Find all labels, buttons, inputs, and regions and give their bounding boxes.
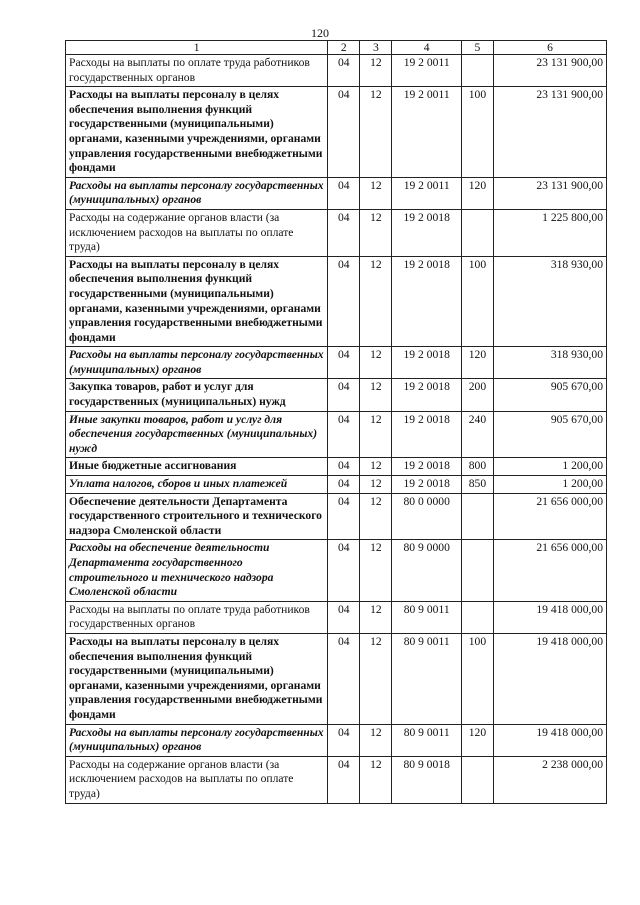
row-expense-type: 120 — [461, 177, 493, 209]
table-row — [66, 87, 607, 178]
row-section-code: 04 — [328, 540, 360, 601]
row-subsection-code: 12 — [360, 458, 392, 476]
row-target-article: 80 0 0000 — [392, 493, 461, 540]
row-expense-type: 120 — [461, 724, 493, 756]
row-section-code: 04 — [328, 379, 360, 411]
row-target-article: 19 2 0011 — [392, 177, 461, 209]
row-subsection-code: 12 — [360, 347, 392, 379]
row-target-article: 80 9 0000 — [392, 540, 461, 601]
row-subsection-code: 12 — [360, 493, 392, 540]
table-row — [66, 724, 607, 756]
row-section-code: 04 — [328, 55, 360, 87]
row-subsection-code: 12 — [360, 540, 392, 601]
row-amount: 23 131 900,00 — [494, 55, 607, 87]
table-row — [66, 209, 607, 256]
row-section-code: 04 — [328, 601, 360, 633]
table-row — [66, 458, 607, 476]
row-section-code: 04 — [328, 256, 360, 347]
header-cell: 1 — [66, 41, 328, 55]
row-section-code: 04 — [328, 87, 360, 178]
row-expense-type — [461, 601, 493, 633]
row-section-code: 04 — [328, 633, 360, 724]
row-subsection-code: 12 — [360, 379, 392, 411]
row-amount: 23 131 900,00 — [494, 177, 607, 209]
table-header-row — [66, 41, 607, 55]
row-amount: 19 418 000,00 — [494, 724, 607, 756]
table-row — [66, 476, 607, 494]
row-target-article: 19 2 0018 — [392, 209, 461, 256]
row-amount: 1 225 800,00 — [494, 209, 607, 256]
row-section-code: 04 — [328, 493, 360, 540]
table-row — [66, 601, 607, 633]
row-description: Расходы на выплаты персоналу в целях обеспечения выполнения функций государственными (муниципальными) органами, казенными учреждениями, органами управления государственными внебюджетными фондами — [66, 633, 328, 724]
row-target-article: 80 9 0011 — [392, 724, 461, 756]
row-expense-type: 800 — [461, 458, 493, 476]
row-amount: 21 656 000,00 — [494, 493, 607, 540]
row-expense-type — [461, 540, 493, 601]
row-description: Расходы на выплаты персоналу государственных (муниципальных) органов — [66, 177, 328, 209]
row-target-article: 80 9 0018 — [392, 756, 461, 803]
row-description: Расходы на выплаты персоналу в целях обеспечения выполнения функций государственными (муниципальными) органами, казенными учреждениями, органами управления государственными внебюджетными фондами — [66, 87, 328, 178]
row-amount: 19 418 000,00 — [494, 633, 607, 724]
row-subsection-code: 12 — [360, 411, 392, 458]
header-cell: 3 — [360, 41, 392, 55]
row-expense-type: 120 — [461, 347, 493, 379]
row-section-code: 04 — [328, 411, 360, 458]
row-target-article: 19 2 0011 — [392, 87, 461, 178]
row-description: Иные закупки товаров, работ и услуг для обеспечения государственных (муниципальных) нужд — [66, 411, 328, 458]
budget-table — [65, 40, 607, 804]
header-cell: 6 — [494, 41, 607, 55]
header-cell: 4 — [392, 41, 461, 55]
row-expense-type — [461, 55, 493, 87]
row-amount: 1 200,00 — [494, 476, 607, 494]
row-amount: 905 670,00 — [494, 379, 607, 411]
row-description: Уплата налогов, сборов и иных платежей — [66, 476, 328, 494]
row-description: Иные бюджетные ассигнования — [66, 458, 328, 476]
row-description: Расходы на выплаты персоналу в целях обеспечения выполнения функций государственными (муниципальными) органами, казенными учреждениями, органами управления государственными внебюджетными фондами — [66, 256, 328, 347]
row-target-article: 80 9 0011 — [392, 633, 461, 724]
row-description: Расходы на выплаты по оплате труда работников государственных органов — [66, 601, 328, 633]
row-description: Обеспечение деятельности Департамента государственного строительного и технического надзора Смоленской области — [66, 493, 328, 540]
row-section-code: 04 — [328, 724, 360, 756]
table-row — [66, 633, 607, 724]
row-expense-type: 100 — [461, 633, 493, 724]
row-amount: 318 930,00 — [494, 256, 607, 347]
row-amount: 2 238 000,00 — [494, 756, 607, 803]
row-amount: 23 131 900,00 — [494, 87, 607, 178]
row-expense-type: 100 — [461, 87, 493, 178]
table-row — [66, 379, 607, 411]
row-target-article: 19 2 0018 — [392, 347, 461, 379]
row-section-code: 04 — [328, 177, 360, 209]
row-description: Расходы на выплаты персоналу государственных (муниципальных) органов — [66, 724, 328, 756]
row-amount: 21 656 000,00 — [494, 540, 607, 601]
row-description: Расходы на выплаты персоналу государственных (муниципальных) органов — [66, 347, 328, 379]
row-amount: 905 670,00 — [494, 411, 607, 458]
row-target-article: 19 2 0011 — [392, 55, 461, 87]
row-expense-type: 100 — [461, 256, 493, 347]
page-number: 120 — [311, 26, 329, 40]
row-description: Расходы на выплаты по оплате труда работников государственных органов — [66, 55, 328, 87]
row-subsection-code: 12 — [360, 756, 392, 803]
row-expense-type — [461, 493, 493, 540]
row-subsection-code: 12 — [360, 55, 392, 87]
row-subsection-code: 12 — [360, 601, 392, 633]
row-description: Расходы на содержание органов власти (за исключением расходов на выплаты по оплате труда) — [66, 209, 328, 256]
table-row — [66, 756, 607, 803]
header-cell: 5 — [461, 41, 493, 55]
row-expense-type — [461, 756, 493, 803]
row-target-article: 19 2 0018 — [392, 476, 461, 494]
row-section-code: 04 — [328, 209, 360, 256]
row-expense-type — [461, 209, 493, 256]
row-subsection-code: 12 — [360, 633, 392, 724]
row-expense-type: 850 — [461, 476, 493, 494]
table-row — [66, 177, 607, 209]
row-subsection-code: 12 — [360, 256, 392, 347]
table-row — [66, 347, 607, 379]
table-row — [66, 493, 607, 540]
row-subsection-code: 12 — [360, 209, 392, 256]
table-body — [66, 55, 607, 804]
row-section-code: 04 — [328, 458, 360, 476]
row-description: Закупка товаров, работ и услуг для государственных (муниципальных) нужд — [66, 379, 328, 411]
row-description: Расходы на обеспечение деятельности Департамента государственного строительного и технического надзора Смоленской области — [66, 540, 328, 601]
row-amount: 318 930,00 — [494, 347, 607, 379]
row-target-article: 19 2 0018 — [392, 379, 461, 411]
row-expense-type: 200 — [461, 379, 493, 411]
row-description: Расходы на содержание органов власти (за исключением расходов на выплаты по оплате труда) — [66, 756, 328, 803]
row-amount: 1 200,00 — [494, 458, 607, 476]
row-subsection-code: 12 — [360, 87, 392, 178]
header-cell: 2 — [328, 41, 360, 55]
table-row — [66, 411, 607, 458]
row-section-code: 04 — [328, 476, 360, 494]
table-row — [66, 55, 607, 87]
row-subsection-code: 12 — [360, 724, 392, 756]
row-amount: 19 418 000,00 — [494, 601, 607, 633]
row-target-article: 80 9 0011 — [392, 601, 461, 633]
row-target-article: 19 2 0018 — [392, 411, 461, 458]
row-section-code: 04 — [328, 347, 360, 379]
row-target-article: 19 2 0018 — [392, 458, 461, 476]
row-target-article: 19 2 0018 — [392, 256, 461, 347]
row-subsection-code: 12 — [360, 177, 392, 209]
row-expense-type: 240 — [461, 411, 493, 458]
table-row — [66, 256, 607, 347]
table-row — [66, 540, 607, 601]
row-section-code: 04 — [328, 756, 360, 803]
row-subsection-code: 12 — [360, 476, 392, 494]
